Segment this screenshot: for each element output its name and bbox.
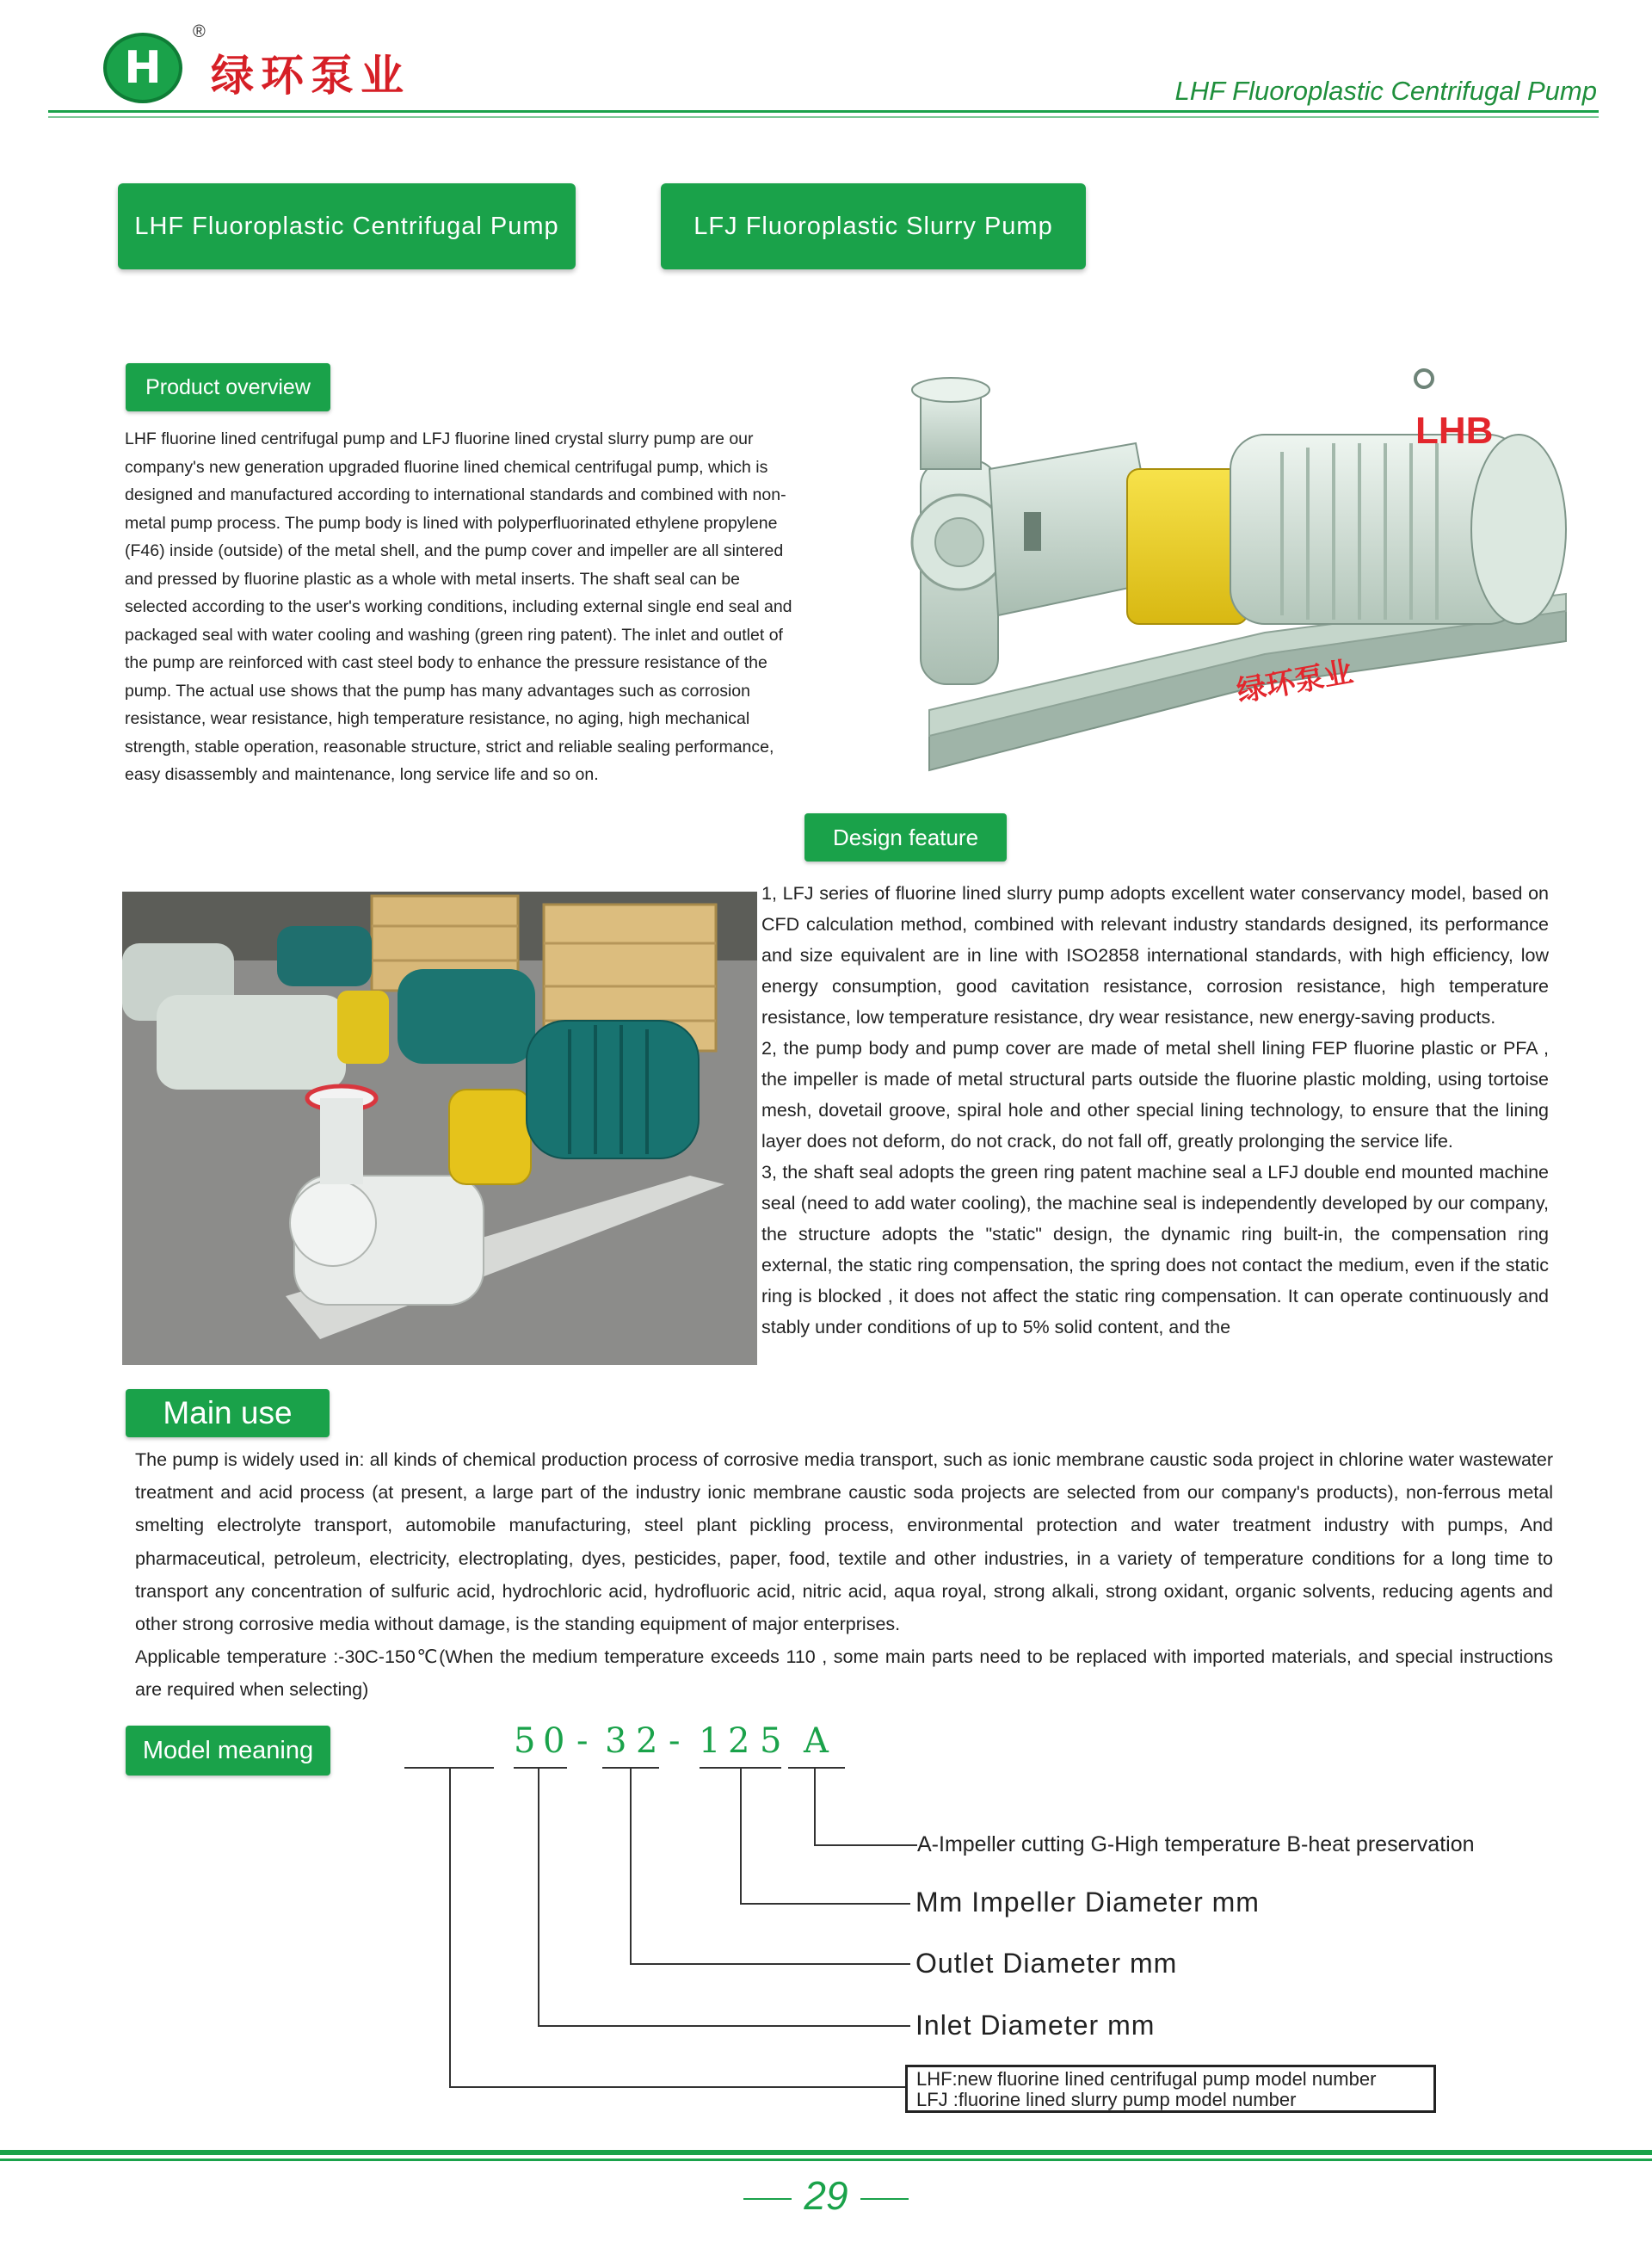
overview-line: strength, stable operation, reasonable structure, strict and reliable sealing performance,	[125, 737, 774, 757]
model-code-char: 5	[760, 1721, 782, 1761]
model-code-char: 2	[728, 1721, 750, 1761]
model-desc-impeller: Mm Impeller Diameter mm	[915, 1887, 1260, 1918]
model-underline	[514, 1767, 567, 1769]
model-code-char: 5	[514, 1721, 536, 1761]
leader-line	[740, 1767, 742, 1905]
overview-line: and pressed by fluorine plastic as a whole with metal inserts. The shaft seal can be	[125, 569, 741, 589]
page-header-title: LHF Fluoroplastic Centrifugal Pump	[1174, 76, 1597, 106]
page-number-dash	[743, 2198, 792, 2200]
overview-line: LHF fluorine lined centrifugal pump and LFJ fluorine lined crystal slurry pump are our	[125, 429, 754, 448]
overview-line: resistance, wear resistance, high temperature resistance, no aging, high mechanical	[125, 709, 750, 728]
model-underline	[788, 1767, 845, 1769]
overview-line: the pump are reinforced with cast steel body to enhance the pressure resistance of the	[125, 653, 767, 672]
header-divider-secondary	[48, 116, 1599, 118]
design-feature-item: 2, the pump body and pump cover are made of metal shell lining FEP fluorine plastic or PFA , the impeller is made of metal structural parts outside the fluorine plastic molding, using tortoise mesh, dovetail groove, spiral hole and other special lining technology, to ensure that the lining layer does not deform, do not crack, do not fall off, greatly prolonging the service life.	[761, 1038, 1549, 1152]
model-code-char: A	[804, 1721, 829, 1761]
model-meaning-label: Model meaning	[126, 1726, 330, 1776]
footer-divider	[0, 2150, 1652, 2155]
main-use-label: Main use	[126, 1389, 330, 1437]
model-code-char: 1	[699, 1721, 721, 1761]
footer-divider-secondary	[0, 2159, 1652, 2161]
model-type-box	[905, 2065, 1436, 2113]
page-number-value: 29	[804, 2173, 848, 2218]
logo-letter: H	[124, 42, 162, 94]
pump-product-image	[903, 357, 1600, 787]
brand-name: 绿环泵业	[211, 50, 410, 101]
model-desc-suffix: A-Impeller cutting G-High temperature B-heat preservation	[917, 1832, 1475, 1856]
overview-line: metal pump process. The pump body is lined with polyperfluorinated ethylene propylene	[125, 513, 778, 533]
product-overview-label: Product overview	[126, 363, 330, 411]
base-brand-label: 绿环泵业	[1234, 654, 1356, 709]
page-number-dash	[860, 2198, 909, 2200]
design-feature-item: 3, the shaft seal adopts the green ring patent machine seal a LFJ double end mounted machine seal (need to add water cooling), the machine seal is independently developed by our company, the structure adopts the "static" design, the dynamic ring built-in, the compensation ring external, the static ring compensation, the spring does not contact the medium, even if the static ring is blocked , it does not affect the static ring compensation. It can operate continuously and stably under conditions of up to 5% solid content, and the	[761, 1162, 1549, 1337]
model-code-char: 2	[636, 1721, 658, 1761]
header-divider	[48, 110, 1599, 113]
logo-icon	[103, 33, 182, 103]
leader-line	[630, 1963, 910, 1965]
factory-photo	[122, 892, 757, 1365]
overview-line: designed and manufactured according to international standards and combined with non-	[125, 485, 786, 504]
overview-line: packaged seal with water cooling and washing (green ring patent). The inlet and outlet of	[125, 625, 783, 645]
page-number	[0, 2172, 1652, 2219]
overview-line: selected according to the user's working conditions, including external single end seal and	[125, 597, 792, 616]
leader-line	[449, 2086, 905, 2088]
registered-mark: ®	[193, 22, 206, 41]
design-feature-label: Design feature	[804, 813, 1007, 862]
leader-line	[630, 1767, 632, 1965]
leader-line	[740, 1903, 910, 1905]
model-desc-lfj: LFJ :fluorine lined slurry pump model number	[916, 2089, 1297, 2110]
leader-line	[538, 2025, 910, 2027]
model-desc-lhf: LHF:new fluorine lined centrifugal pump model number	[916, 2068, 1377, 2090]
model-desc-inlet: Inlet Diameter mm	[915, 2010, 1156, 2041]
leader-line	[538, 1767, 539, 2027]
applicable-temperature: Applicable temperature :-30C-150℃(When the medium temperature exceeds 110 , some main parts need to be replaced with imported materials, and special instructions are required when selecting)	[135, 1646, 1553, 1701]
overview-line: easy disassembly and maintenance, long service life and so on.	[125, 765, 599, 784]
main-use-text	[135, 1443, 1553, 1707]
overview-line: (F46) inside (outside) of the metal shell, and the pump cover and impeller are all sintered	[125, 541, 784, 560]
model-code-char: -	[669, 1721, 681, 1761]
model-desc-outlet: Outlet Diameter mm	[915, 1948, 1178, 1979]
leader-line	[814, 1844, 917, 1846]
leader-line	[449, 1767, 451, 2088]
tab-lfj-slurry-pump[interactable]: LFJ Fluoroplastic Slurry Pump	[661, 183, 1086, 269]
overview-line: company's new generation upgraded fluorine lined chemical centrifugal pump, which is	[125, 457, 768, 477]
product-overview-text	[125, 425, 866, 789]
tab-lhf-centrifugal-pump[interactable]: LHF Fluoroplastic Centrifugal Pump	[118, 183, 576, 269]
model-code-char: -	[576, 1721, 589, 1761]
overview-line: pump. The actual use shows that the pump has many advantages such as corrosion	[125, 681, 750, 701]
leader-line	[814, 1767, 816, 1846]
model-code-char: 3	[605, 1721, 627, 1761]
design-feature-item: 1, LFJ series of fluorine lined slurry pump adopts excellent water conservancy model, based on CFD calculation method, combined with relevant industry standards designed, its performance and size equivalent are in line with ISO2858 international standards, with high efficiency, low energy consumption, good cavitation resistance, corrosion resistance, high temperature resistance, low temperature resistance, dry wear resistance, new energy-saving products.	[761, 883, 1549, 1028]
model-code-char: 0	[543, 1721, 565, 1761]
motor-brand-label: LHB	[1415, 410, 1494, 452]
main-use-paragraph: The pump is widely used in: all kinds of chemical production process of corrosive media transport, such as ionic membrane caustic soda project in chlorine water wastewater treatment and acid process (at present, a large part of the industry ionic membrane caustic soda projects are selected from our company's products), non-ferrous metal smelting electrolyte transport, automobile manufacturing, steel plant pickling process, environmental protection and water treatment industry with pumps, And pharmaceutical, petroleum, electricity, electroplating, dyes, pesticides, paper, food, textile and other industries, in a variety of temperature conditions for a long time to transport any concentration of sulfuric acid, hydrochloric acid, hydrofluoric acid, nitric acid, aqua royal, strong alkali, strong oxidant, organic solvents, reducing agents and other strong corrosive media without damage, is the standing equipment of major enterprises.	[135, 1449, 1553, 1635]
design-feature-text	[761, 878, 1549, 1343]
